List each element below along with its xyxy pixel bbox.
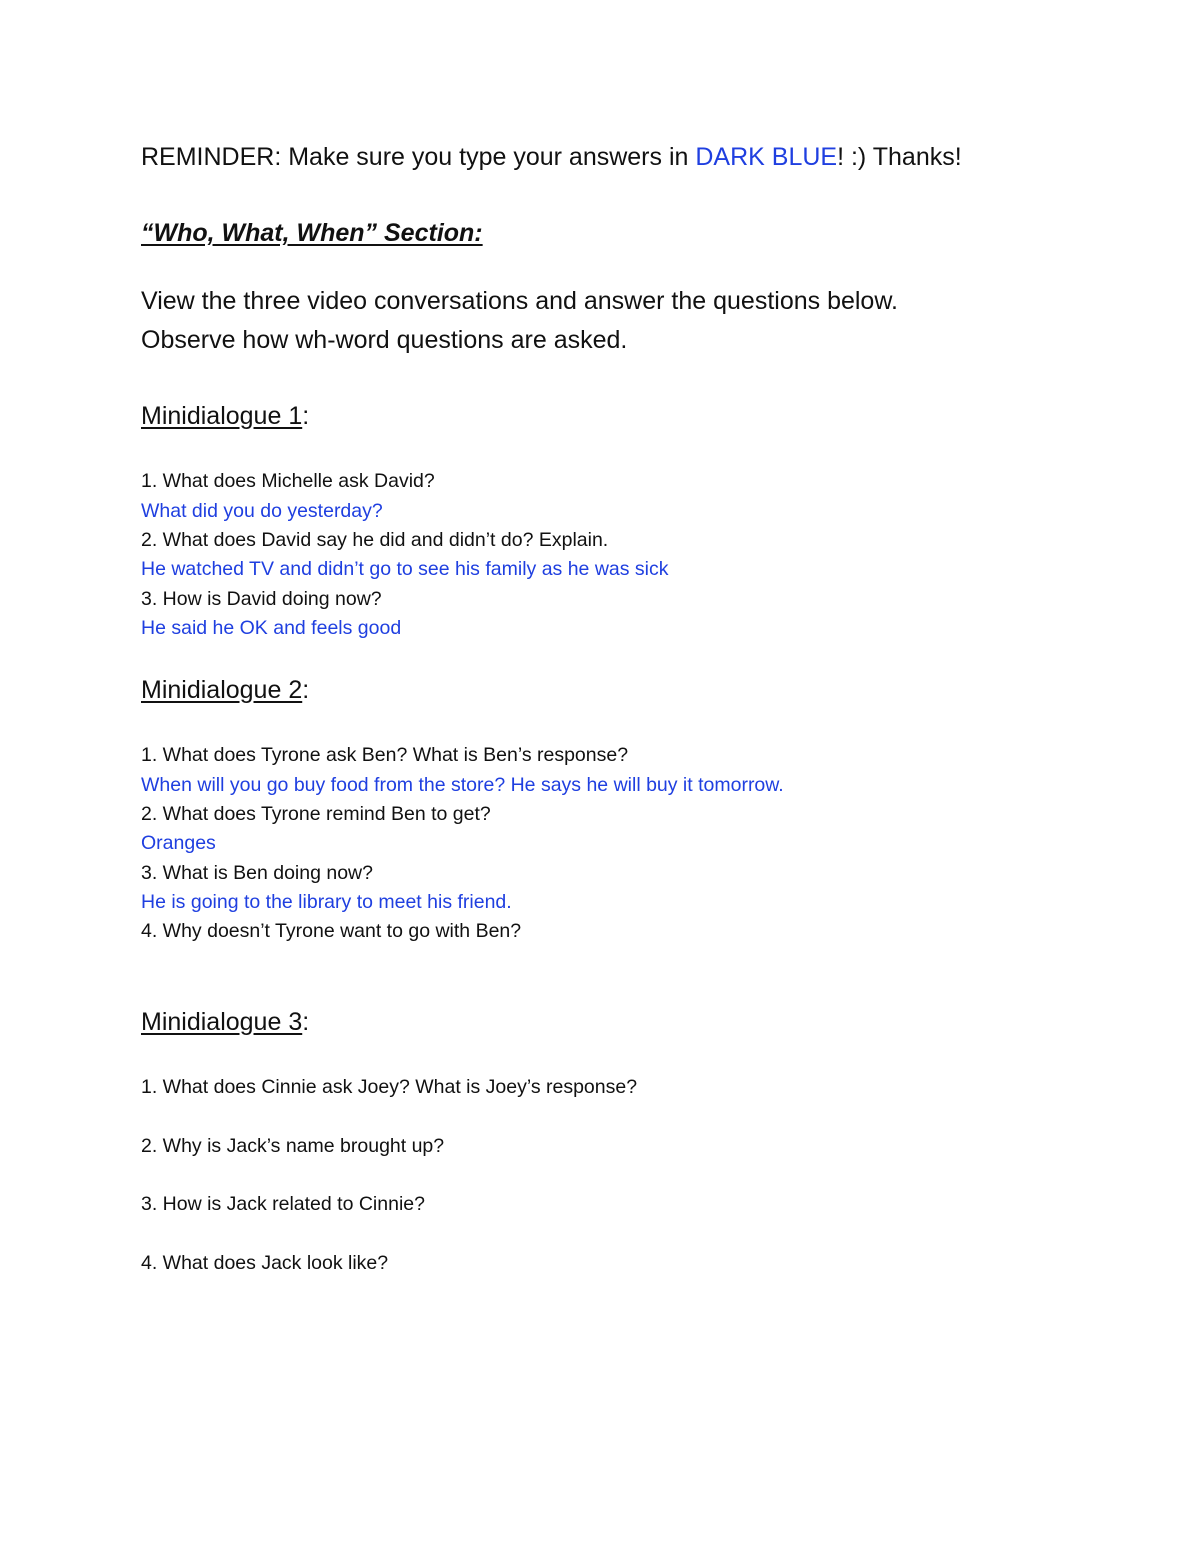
- question-3-1: 1. What does Cinnie ask Joey? What is Joey’s response?: [141, 1076, 638, 1098]
- reminder-line: [141, 143, 962, 172]
- answer-2-2[interactable]: Oranges: [141, 832, 216, 854]
- dialogue-1-title: Minidialogue 1: [141, 402, 303, 430]
- dialogue-3-title: Minidialogue 3: [141, 1008, 303, 1036]
- dialogue-3-colon: :: [302, 1008, 310, 1036]
- dialogue-1-colon: :: [302, 402, 310, 430]
- answer-2-3[interactable]: He is going to the library to meet his friend.: [141, 891, 512, 913]
- question-1-2: 2. What does David say he did and didn’t do? Explain.: [141, 529, 609, 551]
- question-3-3: 3. How is Jack related to Cinnie?: [141, 1193, 425, 1215]
- question-1-3: 3. How is David doing now?: [141, 588, 382, 610]
- question-3-2: 2. Why is Jack’s name brought up?: [141, 1135, 445, 1157]
- question-2-2: 2. What does Tyrone remind Ben to get?: [141, 803, 491, 825]
- answer-2-1[interactable]: When will you go buy food from the store? He says he will buy it tomorrow.: [141, 774, 784, 796]
- intro-line-1: View the three video conversations and answer the questions below.: [141, 287, 898, 315]
- reminder-suffix: ! :) Thanks!: [837, 143, 962, 171]
- dialogue-2-title: Minidialogue 2: [141, 676, 303, 704]
- question-2-3: 3. What is Ben doing now?: [141, 862, 373, 884]
- dialogue-3-heading: [141, 1008, 309, 1037]
- answer-1-2[interactable]: He watched TV and didn’t go to see his family as he was sick: [141, 558, 669, 580]
- question-2-4: 4. Why doesn’t Tyrone want to go with Ben?: [141, 920, 522, 942]
- dialogue-2-colon: :: [302, 676, 310, 704]
- dialogue-1-heading: [141, 402, 309, 431]
- question-2-1: 1. What does Tyrone ask Ben? What is Ben’s response?: [141, 744, 629, 766]
- reminder-highlight: DARK BLUE: [695, 143, 838, 171]
- question-1-1: 1. What does Michelle ask David?: [141, 470, 435, 492]
- answer-1-3[interactable]: He said he OK and feels good: [141, 617, 402, 639]
- reminder-prefix: REMINDER: Make sure you type your answers in: [141, 143, 696, 171]
- intro-line-2: Observe how wh-word questions are asked.: [141, 326, 628, 354]
- section-title: “Who, What, When” Section:: [141, 219, 483, 247]
- question-3-4: 4. What does Jack look like?: [141, 1252, 389, 1274]
- answer-1-1[interactable]: What did you do yesterday?: [141, 500, 383, 522]
- dialogue-2-heading: [141, 676, 309, 705]
